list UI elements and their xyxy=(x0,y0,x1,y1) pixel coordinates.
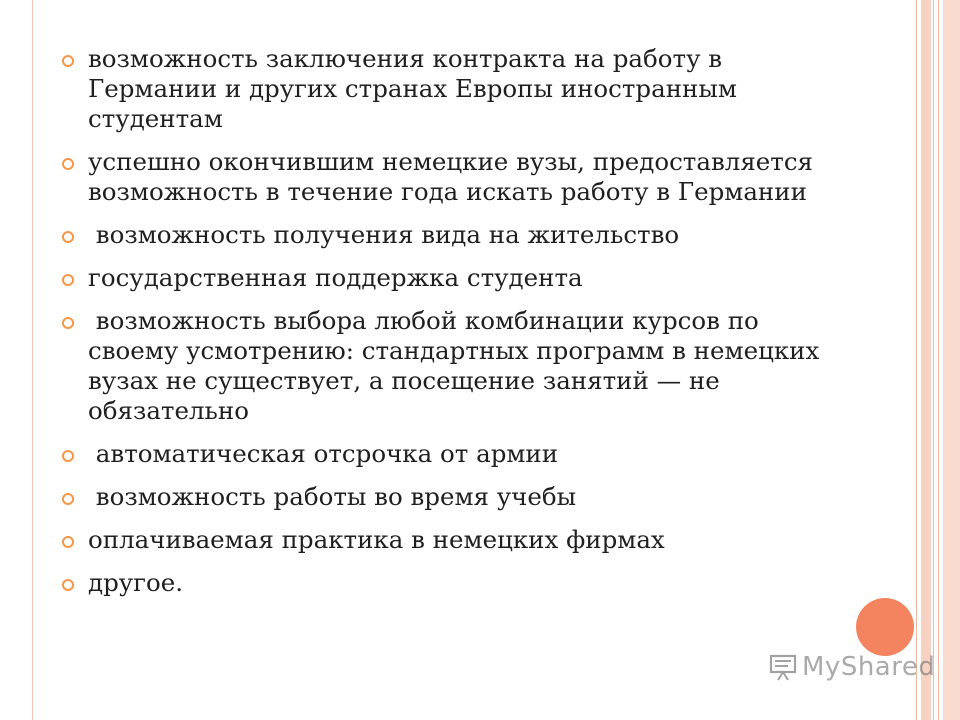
bullet-text: другое. xyxy=(88,568,184,597)
bullet-ring-icon xyxy=(62,274,74,286)
bullet-item xyxy=(60,263,820,293)
projector-screen-icon xyxy=(768,652,798,682)
right-border-stripe xyxy=(916,0,917,720)
bullet-ring-icon xyxy=(62,55,74,67)
bullet-item xyxy=(60,525,820,555)
bullet-item xyxy=(60,306,828,426)
bullet-item xyxy=(60,147,820,207)
bullet-item xyxy=(60,568,820,598)
bullet-ring-icon xyxy=(62,493,74,505)
decorative-circle xyxy=(856,598,914,656)
bullet-text: возможность выбора любой комбинации курсов по своему усмотрению: стандартных программ в немецких вузах не существует, а посещение занятий — не обязательно xyxy=(88,306,828,425)
bullet-item xyxy=(60,482,820,512)
bullet-ring-icon xyxy=(62,536,74,548)
right-border-stripe xyxy=(921,0,931,720)
slide-bullet-list xyxy=(60,44,828,611)
watermark-logo xyxy=(768,652,935,682)
bullet-ring-icon xyxy=(62,450,74,462)
bullet-ring-icon xyxy=(62,158,74,170)
right-border-stripe xyxy=(943,0,960,720)
bullet-item xyxy=(60,439,820,469)
bullet-text: успешно окончившим немецкие вузы, предоставляется возможность в течение года искать работу в Германии xyxy=(88,147,814,206)
right-border-stripe xyxy=(933,0,934,720)
watermark-text: MyShared xyxy=(802,652,936,682)
right-border-stripe xyxy=(938,0,939,720)
bullet-item xyxy=(60,44,820,134)
bullet-ring-icon xyxy=(62,231,74,243)
bullet-text: оплачиваемая практика в немецких фирмах xyxy=(88,525,665,554)
bullet-text: возможность заключения контракта на работу в Германии и других странах Европы иностранным студентам xyxy=(88,44,737,133)
bullet-ring-icon xyxy=(62,579,74,591)
bullet-text: возможность получения вида на жительство xyxy=(88,220,680,249)
bullet-text: автоматическая отсрочка от армии xyxy=(88,439,559,468)
left-border-line xyxy=(32,0,33,720)
bullet-text: возможность работы во время учебы xyxy=(88,482,577,511)
bullet-text: государственная поддержка студента xyxy=(88,263,583,292)
bullet-item xyxy=(60,220,820,250)
bullet-ring-icon xyxy=(62,317,74,329)
